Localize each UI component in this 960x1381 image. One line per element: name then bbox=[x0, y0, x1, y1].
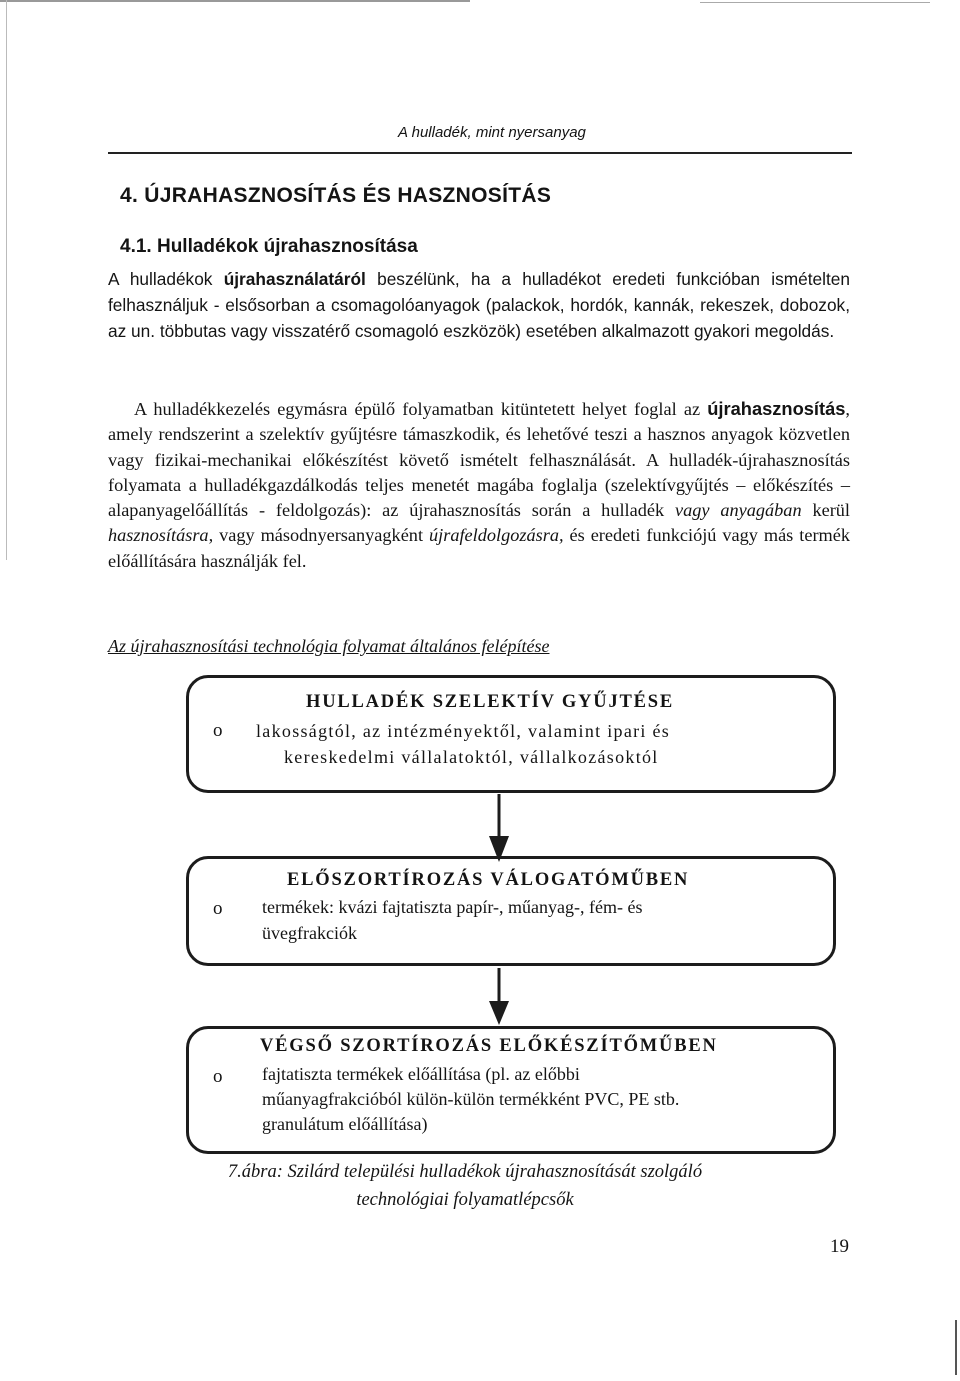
paragraph-recycling-text-1: A hulladékkezelés egymásra épülő folyamatban kitüntetett helyet foglal az bbox=[134, 399, 708, 419]
step-title-final-sorting: VÉGSŐ SZORTÍROZÁS ELŐKÉSZÍTŐMŰBEN bbox=[260, 1036, 718, 1056]
step-title-presorting: ELŐSZORTÍROZÁS VÁLOGATÓMŰBEN bbox=[287, 870, 690, 890]
paragraph-recycling bbox=[108, 396, 850, 574]
scan-top-line bbox=[0, 0, 470, 2]
step-text-line: termékek: kvázi fajtatiszta papír-, műanyag-, fém- és bbox=[262, 897, 643, 917]
down-arrow-icon bbox=[484, 968, 514, 1028]
step-title-collection: HULLADÉK SZELEKTÍV GYŰJTÉSE bbox=[306, 692, 674, 712]
term-reprocessing: újrafeldolgozásra, bbox=[428, 525, 564, 546]
step-text-line: granulátum előállítása) bbox=[262, 1114, 428, 1134]
bullet-icon: o bbox=[213, 720, 223, 741]
paragraph-recycling-text-3: kerül bbox=[801, 500, 851, 521]
figure-caption-line: technológiai folyamatlépcsők bbox=[356, 1190, 574, 1210]
paragraph-reuse bbox=[108, 266, 850, 344]
step-text-final-sorting bbox=[262, 1062, 679, 1137]
paragraph-recycling-text-2: , amely rendszerint a szelektív gyűjtésre támaszkodik, és lehetővé teszi a hasznos anyagok közvetlen vagy fizikai-mechanikai előkészítést követő ismételt felhasználását. A hulladék-újrahasznosítás folyamata a hulladékgazdálkodás teljes menetét magába foglalja (szelektívgyűjtés – előkészítés – alapanyagelőállítás - feldolgozás): az újrahasznosítás során a hulladék bbox=[108, 399, 850, 521]
step-text-line: üvegfrakciók bbox=[262, 923, 357, 943]
term-reuse: újrahasználatáról bbox=[223, 269, 366, 289]
figure-title: Az újrahasznosítási technológia folyamat általános felépítése bbox=[108, 636, 550, 656]
chapter-title: 4. ÚJRAHASZNOSÍTÁS ÉS HASZNOSÍTÁS bbox=[120, 184, 552, 207]
running-header: A hulladék, mint nyersanyag bbox=[398, 124, 586, 141]
term-material: vagy anyagában bbox=[674, 500, 802, 521]
step-text-presorting bbox=[262, 894, 642, 946]
step-text-line: kereskedelmi vállalatoktól, vállalkozásoktól bbox=[284, 747, 659, 767]
scan-right-mark bbox=[955, 1320, 957, 1375]
figure-caption bbox=[150, 1158, 780, 1214]
page-number: 19 bbox=[830, 1236, 849, 1257]
term-recycling: újrahasznosítás bbox=[707, 398, 846, 419]
step-text-collection bbox=[256, 718, 670, 770]
paragraph-recycling-text-5: és eredeti funkciójú vagy más termék előállítására használják fel. bbox=[108, 525, 850, 571]
section-title: 4.1. Hulladékok újrahasznosítása bbox=[120, 236, 418, 257]
paragraph-recycling-text-4: vagy másodnyersanyagként bbox=[213, 525, 429, 546]
header-rule bbox=[108, 152, 852, 154]
bullet-icon: o bbox=[213, 898, 223, 919]
scan-top-line-right bbox=[700, 2, 930, 3]
step-text-line: lakosságtól, az intézményektől, valamint ipari és bbox=[256, 721, 671, 741]
scan-left-line bbox=[6, 0, 7, 560]
figure-caption-line: 7.ábra: Szilárd települési hulladékok újrahasznosítását szolgáló bbox=[227, 1162, 703, 1182]
step-text-line: műanyagfrakcióból külön-külön termékként PVC, PE stb. bbox=[262, 1089, 680, 1109]
paragraph-reuse-text-2: beszélünk, ha a hulladékot eredeti funkcióban ismételten felhasználjuk - elsősorban a csomagolóanyagok (palackok, hordók, kannák, rekeszek, dobozok, az un. többutas vagy visszatérő csomagoló eszközök) esetében alkalmazott gyakori megoldás. bbox=[108, 269, 850, 341]
paragraph-reuse-text-1: A hulladékok bbox=[108, 269, 224, 289]
bullet-icon: o bbox=[213, 1066, 223, 1087]
step-text-line: fajtatiszta termékek előállítása (pl. az előbbi bbox=[262, 1064, 580, 1084]
down-arrow-icon bbox=[484, 794, 514, 864]
term-utilisation: hasznosításra, bbox=[108, 525, 214, 546]
